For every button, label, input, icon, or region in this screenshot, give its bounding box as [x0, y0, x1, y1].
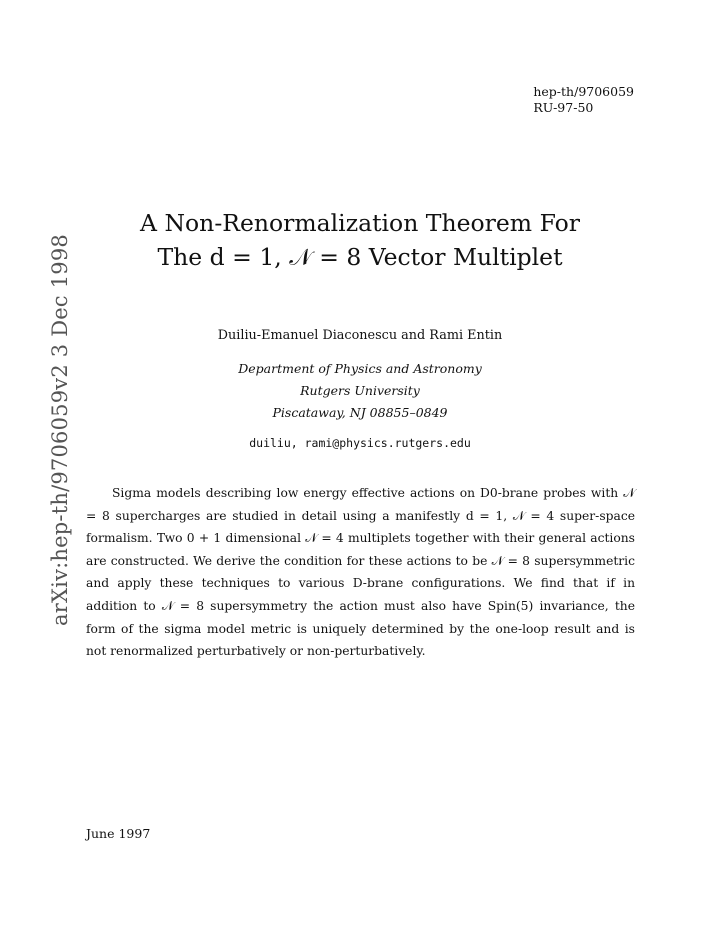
- report-number: RU-97-50: [533, 100, 594, 115]
- authors: Duiliu-Emanuel Diaconescu and Rami Entin: [217, 328, 503, 343]
- report-identifiers: [533, 84, 634, 116]
- affiliation-city: Piscataway, NJ 08855–0849: [272, 405, 448, 420]
- arxiv-number: hep-th/9706059: [533, 84, 634, 99]
- title-line-2: The d = 1, 𝒩 = 8 Vector Multiplet: [157, 243, 563, 271]
- email-address: duiliu, rami@physics.rutgers.edu: [249, 436, 471, 450]
- affiliation-department: Department of Physics and Astronomy: [238, 361, 482, 376]
- affiliation: [0, 358, 720, 424]
- arxiv-sidebar-stamp: arXiv:hep-th/9706059v2 3 Dec 1998: [48, 234, 72, 626]
- submission-date: June 1997: [86, 826, 151, 841]
- paper-title: [0, 206, 720, 274]
- affiliation-university: Rutgers University: [300, 383, 420, 398]
- abstract-text: Sigma models describing low energy effective actions on D0-brane probes with 𝒩 = 8 supercharges are studied in detail using a manifestly d = 1, 𝒩 = 4 super-space formalism. Two 0 + 1 dimensional 𝒩 = 4 multiplets together with their general actions are constructed. We derive the condition for these actions to be 𝒩 = 8 supersymmetric and apply these techniques to various D-brane configurations. We find that if in addition to 𝒩 = 8 supersymmetry the action must also have Spin(5) invariance, the form of the sigma model metric is uniquely determined by the one-loop result and is not renormalized perturbatively or non-perturbatively.: [86, 486, 635, 659]
- title-line-1: A Non-Renormalization Theorem For: [140, 209, 580, 237]
